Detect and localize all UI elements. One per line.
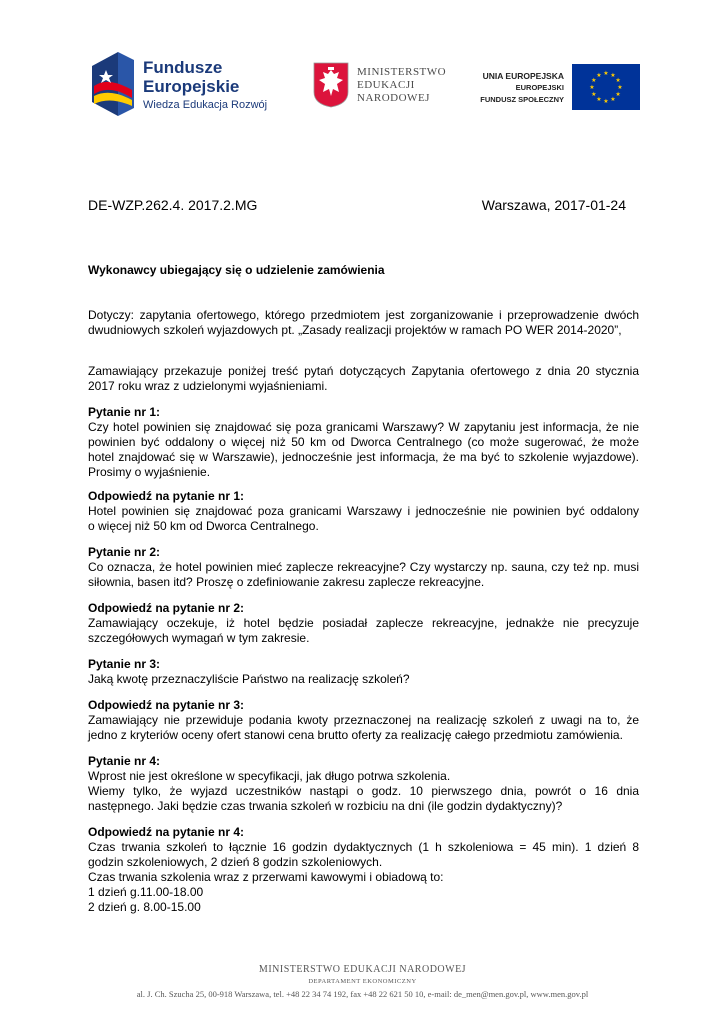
- question-1-heading: Pytanie nr 1:: [88, 405, 161, 419]
- eu-star-icon: ★: [617, 85, 623, 91]
- intro-line: Zamawiający przekazuje poniżej treść pytań dotyczących Zapytania ofertowego z dnia 20 stycznia: [88, 364, 639, 378]
- intro-line: 2017 roku wraz z udzielonymi wyjaśnieniami.: [88, 379, 328, 393]
- fe-title-line1: Fundusze: [143, 58, 223, 77]
- eu-line3: FUNDUSZ SPOŁECZNY: [480, 95, 564, 104]
- intro-paragraph: [88, 364, 639, 394]
- text-line: Wiemy tylko, że wyjazd uczestników nastąpi o godz. 10 pierwszego dnia, powrót o 16 dnia: [88, 784, 639, 798]
- answer-3: [88, 698, 639, 743]
- answer-2-heading: Odpowiedź na pytanie nr 2:: [88, 601, 245, 615]
- text-line: Wprost nie jest określone w specyfikacji, jak długo potrwa szkolenia.: [88, 769, 451, 783]
- fundusze-europejskie-mark-icon: [92, 52, 134, 116]
- text-line: powinien być oddalony o więcej niż 50 km od Dworca Centralnego (co może sugerować, że może: [88, 435, 639, 449]
- eu-star-icon: ★: [603, 71, 609, 77]
- text-line: Czy hotel powinien się znajdować się poza granicami Warszawy? W zapytaniu jest informacja, że nie: [88, 420, 639, 434]
- addressee: Wykonawcy ubiegający się o udzielenie zamówienia: [88, 263, 385, 277]
- question-3: [88, 657, 639, 687]
- eu-star-icon: ★: [589, 85, 595, 91]
- question-2-heading: Pytanie nr 2:: [88, 545, 161, 559]
- eu-star-icon: ★: [596, 72, 602, 79]
- eu-line1: UNIA EUROPEJSKA: [482, 71, 564, 81]
- question-3-heading: Pytanie nr 3:: [88, 657, 161, 671]
- text-line: 2 dzień g. 8.00-15.00: [88, 900, 201, 914]
- text-line: hotel znajdować się w Warszawie), jednocześnie jest informacja, że ma być to szkolenie wyjazdowe).: [88, 450, 639, 464]
- document-date: Warszawa, 2017-01-24: [481, 197, 626, 213]
- question-2: [88, 545, 639, 590]
- subject-paragraph: [88, 308, 639, 338]
- text-line: następnego. Jaki będzie czas trwania szkoleń w rozbiciu na dni (ile godzin dydaktyczny)?: [88, 799, 563, 813]
- subject-line: Dotyczy: zapytania ofertowego, którego przedmiotem jest zorganizowanie i przeprowadzenie dwóch: [88, 308, 639, 322]
- footer-department: DEPARTAMENT EKONOMICZNY: [308, 978, 417, 985]
- text-line: 1 dzień g.11.00-18.00: [88, 885, 204, 899]
- text-line: Prosimy o wyjaśnienie.: [88, 465, 211, 479]
- eu-star-icon: ★: [610, 97, 616, 104]
- eu-text: [480, 70, 564, 106]
- polish-eagle-icon: [313, 62, 349, 108]
- eu-line2: EUROPEJSKI: [515, 83, 564, 92]
- eu-star-icon: ★: [610, 72, 616, 79]
- document-reference: DE-WZP.262.4. 2017.2.MG: [88, 197, 258, 213]
- fe-title: [143, 58, 239, 96]
- answer-1-heading: Odpowiedź na pytanie nr 1:: [88, 489, 245, 503]
- men-line3: NARODOWEJ: [357, 92, 430, 104]
- text-line: Jaką kwotę przeznaczyliście Państwo na realizację szkoleń?: [88, 672, 410, 686]
- question-1: [88, 405, 639, 480]
- text-line: Czas trwania szkoleń to łącznie 16 godzin dydaktycznych (1 h szkoleniowa = 45 min). 1 dzień 8: [88, 840, 639, 854]
- text-line: o więcej niż 50 km od Dworca Centralnego.: [88, 519, 319, 533]
- subject-line: dwudniowych szkoleń wyjazdowych pt. „Zasady realizacji projektów w ramach PO WER 2014-2020”,: [88, 323, 622, 337]
- fe-subtitle: Wiedza Edukacja Rozwój: [143, 99, 268, 111]
- question-4-heading: Pytanie nr 4:: [88, 754, 161, 768]
- eu-star-icon: ★: [591, 78, 597, 84]
- text-line: Co oznacza, że hotel powinien mieć zaplecze rekreacyjne? Czy wystarczy np. sauna, czy też np. musi: [88, 560, 639, 574]
- text-line: jedno z kryteriów oceny ofert stanowi cena brutto oferty za realizację całego przedmiotu zamówienia.: [88, 728, 623, 742]
- eu-star-icon: ★: [591, 92, 597, 98]
- men-line2: EDUKACJI: [357, 79, 415, 91]
- text-line: szczegółowych wymagań w tym zakresie.: [88, 631, 310, 645]
- eu-star-icon: ★: [603, 99, 609, 105]
- eu-star-icon: ★: [615, 78, 621, 84]
- eu-star-icon: ★: [596, 97, 602, 104]
- fundusze-europejskie-logo: [92, 52, 292, 122]
- text-line: Zamawiający oczekuje, iż hotel będzie posiadał zaplecze rekreacyjne, jednakże nie precyzuje: [88, 616, 639, 630]
- footer-ministry: MINISTERSTWO EDUKACJI NARODOWEJ: [258, 964, 467, 975]
- eu-logo: [470, 64, 640, 110]
- text-line: Hotel powinien się znajdować poza granicami Warszawy i jednocześnie nie powinien być oddalony: [88, 504, 639, 518]
- men-logo: [313, 62, 463, 112]
- answer-2: [88, 601, 639, 646]
- men-name: [357, 66, 446, 105]
- text-line: siłownia, basen itd? Proszę o zdefiniowanie zakresu zaplecze rekreacyjne.: [88, 575, 485, 589]
- answer-4-heading: Odpowiedź na pytanie nr 4:: [88, 825, 245, 839]
- answer-1: [88, 489, 639, 534]
- fe-title-line2: Europejskie: [143, 77, 240, 96]
- eu-flag-icon: [572, 64, 640, 110]
- footer-address: al. J. Ch. Szucha 25, 00-918 Warszawa, tel. +48 22 34 74 192, fax +48 22 621 50 10, e-mail: de_men@men.gov.pl, www.men.gov.pl: [136, 989, 589, 999]
- question-4: [88, 754, 639, 814]
- text-line: Zamawiający nie przewiduje podania kwoty przeznaczonej na realizację szkoleń z uwagi na to, że: [88, 713, 639, 727]
- text-line: Czas trwania szkolenia wraz z przerwami kawowymi i obiadową to:: [88, 870, 444, 884]
- text-line: godzin szkoleniowych, 2 dzień 8 godzin szkoleniowych.: [88, 855, 383, 869]
- eu-star-icon: ★: [615, 92, 621, 98]
- answer-3-heading: Odpowiedź na pytanie nr 3:: [88, 698, 245, 712]
- answer-4: [88, 825, 639, 915]
- men-line1: MINISTERSTWO: [357, 66, 447, 78]
